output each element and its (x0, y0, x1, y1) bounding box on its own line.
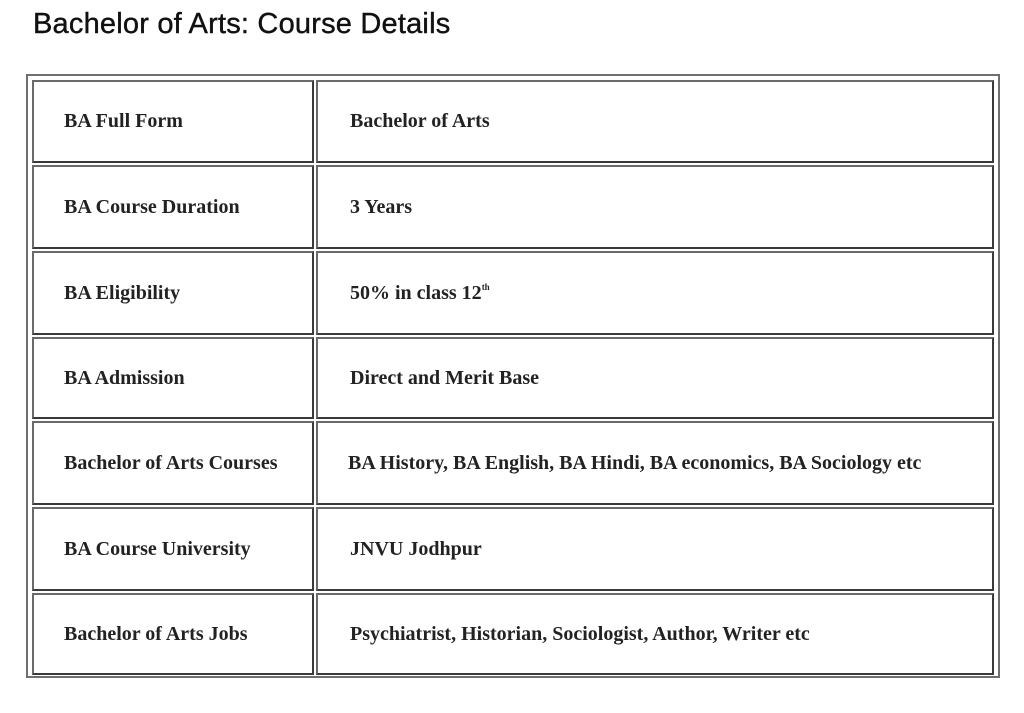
row-value-text: 50% in class 12 (350, 281, 482, 304)
row-label: BA Course University (32, 507, 314, 591)
row-value-text: 3 Years (350, 195, 413, 218)
ordinal-superscript: th (481, 281, 490, 292)
table-row (32, 337, 994, 419)
row-value (316, 593, 994, 675)
table-row (32, 507, 994, 591)
row-label: BA Eligibility (32, 251, 314, 335)
row-value (316, 507, 994, 591)
row-value (316, 165, 994, 249)
table-row (32, 251, 994, 335)
row-value-text: Psychiatrist, Historian, Sociologist, Author, Writer etc (350, 622, 810, 645)
table-row (32, 165, 994, 249)
table-row (32, 421, 994, 505)
page-title: Bachelor of Arts: Course Details (33, 8, 451, 40)
row-value (316, 80, 994, 163)
course-details-table-frame (26, 74, 1000, 678)
table-row (32, 80, 994, 163)
row-label: BA Full Form (32, 80, 314, 163)
row-value-text: BA History, BA English, BA Hindi, BA economics, BA Sociology etc (348, 451, 922, 474)
row-label: Bachelor of Arts Jobs (32, 593, 314, 675)
row-value (316, 337, 994, 419)
course-details-table (30, 78, 996, 677)
row-value-text: Direct and Merit Base (350, 366, 540, 389)
row-value-text: Bachelor of Arts (350, 110, 490, 132)
table-row (32, 593, 994, 675)
row-value (316, 251, 994, 335)
row-label: Bachelor of Arts Courses (32, 421, 314, 505)
row-label: BA Course Duration (32, 165, 314, 249)
row-value (316, 421, 994, 505)
row-label: BA Admission (32, 337, 314, 419)
row-value-text: JNVU Jodhpur (350, 537, 482, 560)
